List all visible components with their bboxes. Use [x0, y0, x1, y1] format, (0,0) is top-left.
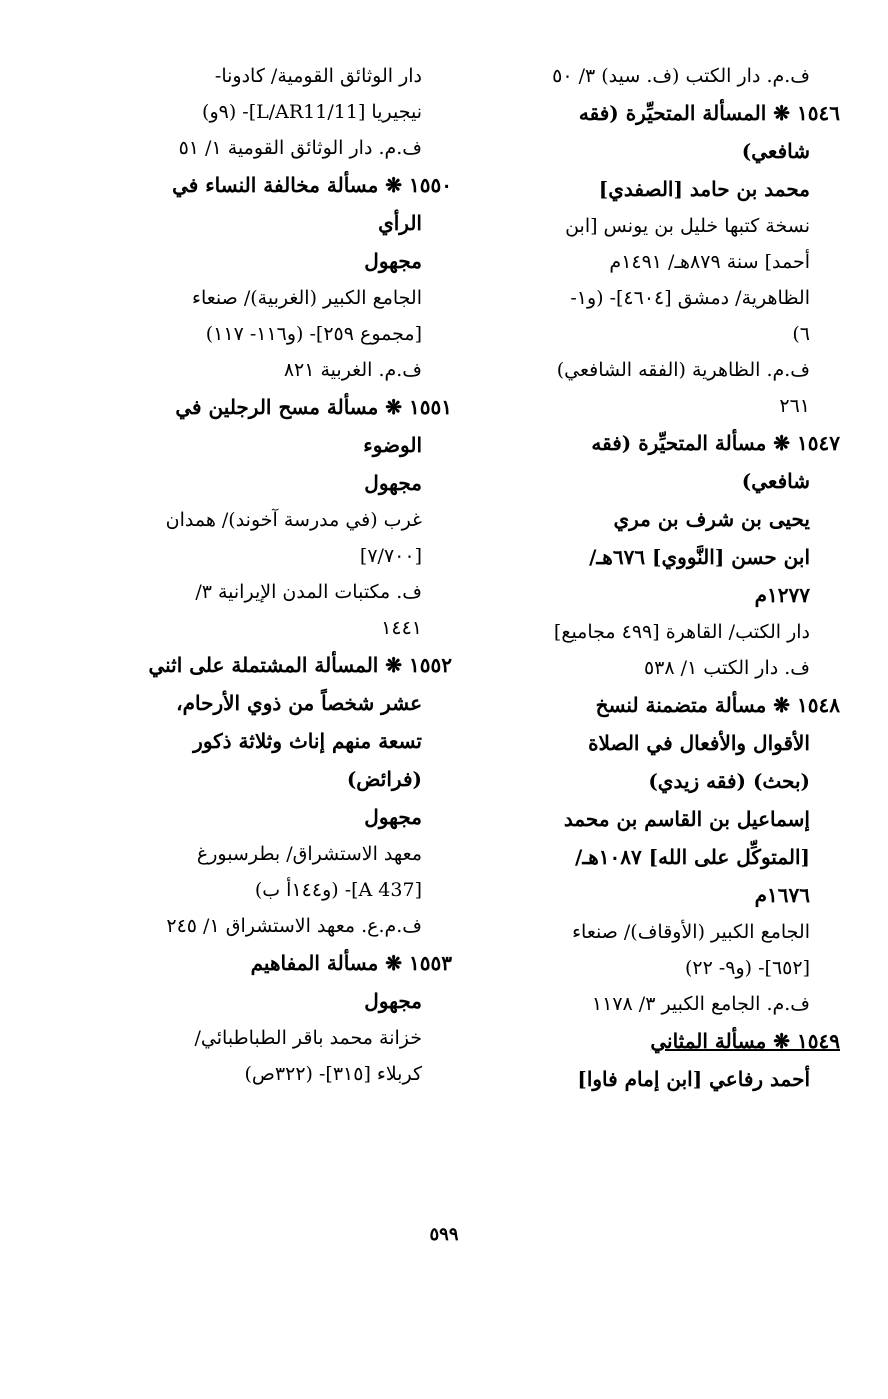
- text-line: شافعي): [741, 469, 810, 493]
- text-line: الجامع الكبير (الغربية)/ صنعاء: [192, 287, 422, 309]
- entry-heading: ١٥٤٩ ❋ مسألة المثاني: [650, 1029, 840, 1053]
- text-line: غرب (في مدرسة آخوند)/ همدان: [165, 509, 422, 531]
- text-line: ١٢٧٧م: [754, 583, 810, 607]
- text-line: الجامع الكبير (الأوقاف)/ صنعاء: [572, 921, 810, 943]
- entry-heading: ١٥٥٠ ❋ مسألة مخالفة النساء في: [172, 173, 452, 197]
- text-line: مجهول: [364, 249, 422, 273]
- text-line: ف.م. الظاهرية (الفقه الشافعي): [556, 359, 810, 381]
- text-line: ف. دار الكتب ١/ ٥٣٨: [643, 657, 810, 679]
- text-line: أحمد رفاعي [ابن إمام فاوا]: [577, 1067, 810, 1091]
- text-line: ف. مكتبات المدن الإيرانية ٣/: [195, 581, 422, 603]
- text-line: يحيى بن شرف بن مري: [613, 507, 810, 531]
- text-line: محمد بن حامد [الصفدي]: [598, 177, 810, 201]
- text-line: دار الكتب/ القاهرة [٤٩٩ مجاميع]: [553, 621, 810, 643]
- text-line: إسماعيل بن القاسم بن محمد: [563, 807, 810, 831]
- entry-heading: ١٥٥٢ ❋ المسألة المشتملة على اثني: [148, 653, 452, 677]
- text-line: ف.م.ع. معهد الاستشراق ١/ ٢٤٥: [166, 915, 422, 937]
- text-line: ١٤٤١: [381, 617, 422, 639]
- text-line: مجهول: [364, 471, 422, 495]
- text-line: تسعة منهم إناث وثلاثة ذكور: [193, 729, 422, 753]
- text-line: ٦): [792, 323, 810, 345]
- left-column: [82, 58, 452, 1092]
- entry-heading: ١٥٤٦ ❋ المسألة المتحيِّرة (فقه: [578, 101, 840, 125]
- text-line: شافعي): [741, 139, 810, 163]
- text-line: الظاهرية/ دمشق [٤٦٠٤]- (و١-: [570, 287, 810, 309]
- text-line: [A 437]- (و١٤٤أ ب): [254, 879, 422, 901]
- text-line: (فرائض): [346, 767, 422, 791]
- text-line: ١٦٧٦م: [754, 883, 810, 907]
- text-line: أحمد] سنة ٨٧٩هـ/ ١٤٩١م: [609, 251, 810, 273]
- text-line: نيجيريا [L/AR11/11]- (٩و): [202, 101, 422, 123]
- text-line: (بحث) (فقه زيدي): [648, 769, 810, 793]
- text-line: ٢٦١: [779, 395, 810, 417]
- text-line: ف.م. دار الكتب (ف. سيد) ٣/ ٥٠: [552, 65, 810, 87]
- entry-heading: ١٥٥١ ❋ مسألة مسح الرجلين في: [175, 395, 452, 419]
- text-line: خزانة محمد باقر الطباطبائي/: [194, 1027, 422, 1049]
- text-line: الوضوء: [363, 433, 422, 457]
- text-line: معهد الاستشراق/ بطرسبورغ: [196, 843, 422, 865]
- text-line: عشر شخصاً من ذوي الأرحام،: [176, 691, 422, 715]
- text-line: ف.م. الغربية ٨٢١: [283, 359, 422, 381]
- entry-heading: ١٥٤٧ ❋ مسألة المتحيِّرة (فقه: [591, 431, 840, 455]
- text-line: [٦٥٢]- (و٩- ٢٢): [684, 957, 810, 979]
- text-line: مجهول: [364, 989, 422, 1013]
- right-column: [470, 58, 840, 1098]
- text-line: ف.م. دار الوثائق القومية ١/ ٥١: [178, 137, 422, 159]
- text-line: نسخة كتبها خليل بن يونس [ابن: [565, 215, 810, 237]
- text-line: كربلاء [٣١٥]- (٣٢٢ص): [244, 1063, 422, 1085]
- text-line: ف.م. الجامع الكبير ٣/ ١١٧٨: [591, 993, 810, 1015]
- page-number: ٥٩٩: [429, 1224, 459, 1245]
- text-line: الرأي: [378, 211, 422, 235]
- text-line: [مجموع ٢٥٩]- (و١١٦- ١١٧): [205, 323, 422, 345]
- entry-heading: ١٥٥٣ ❋ مسألة المفاهيم: [250, 951, 452, 975]
- text-line: [المتوكِّل على الله] ١٠٨٧هـ/: [575, 845, 810, 869]
- text-line: [٧/٧٠٠]: [359, 545, 422, 567]
- text-line: مجهول: [364, 805, 422, 829]
- text-line: دار الوثائق القومية/ كادونا-: [214, 65, 422, 87]
- entry-heading: ١٥٤٨ ❋ مسألة متضمنة لنسخ: [595, 693, 840, 717]
- text-line: ابن حسن [النَّووي] ٦٧٦هـ/: [589, 545, 810, 569]
- text-line: الأقوال والأفعال في الصلاة: [588, 731, 810, 755]
